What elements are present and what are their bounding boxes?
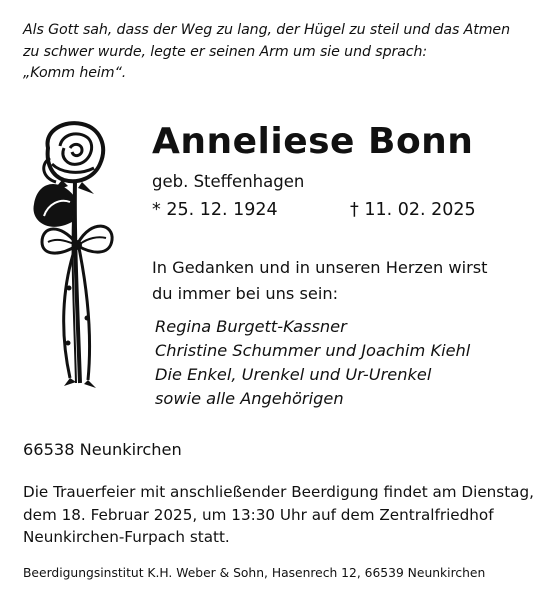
quote-line: „Komm heim“.	[23, 65, 127, 81]
mourner: Die Enkel, Urenkel und Ur-Urenkel	[155, 365, 432, 384]
mourner: Regina Burgett-Kassner	[155, 317, 347, 336]
deceased-name: Anneliese Bonn	[152, 121, 474, 162]
mourner: sowie alle Angehörigen	[155, 389, 344, 408]
location: 66538 Neunkirchen	[23, 440, 182, 459]
rose-icon	[30, 118, 120, 390]
message-line: du immer bei uns sein:	[152, 284, 339, 303]
birth-name: geb. Steffenhagen	[152, 172, 305, 191]
mourners-list	[155, 315, 470, 411]
funeral-home: Beerdigungsinstitut K.H. Weber & Sohn, Hasenrech 12, 66539 Neunkirchen	[23, 566, 486, 580]
service-line: Die Trauerfeier mit anschließender Beerdigung findet am Dienstag,	[23, 483, 534, 501]
service-line: Neunkirchen-Furpach statt.	[23, 528, 230, 546]
birth-date: * 25. 12. 1924	[152, 200, 278, 220]
message-line: In Gedanken und in unseren Herzen wirst	[152, 258, 488, 277]
service-line: dem 18. Februar 2025, um 13:30 Uhr auf dem Zentralfriedhof	[23, 505, 494, 524]
funeral-service-info	[23, 481, 534, 549]
mourner: Christine Schummer und Joachim Kiehl	[155, 341, 471, 360]
death-date: † 11. 02. 2025	[350, 200, 476, 220]
quote-line: zu schwer wurde, legte er seinen Arm um sie und sprach:	[23, 43, 428, 60]
memorial-message	[152, 255, 488, 307]
memorial-quote	[23, 20, 528, 85]
quote-line: Als Gott sah, dass der Weg zu lang, der Hügel zu steil und das Atmen	[23, 22, 510, 38]
